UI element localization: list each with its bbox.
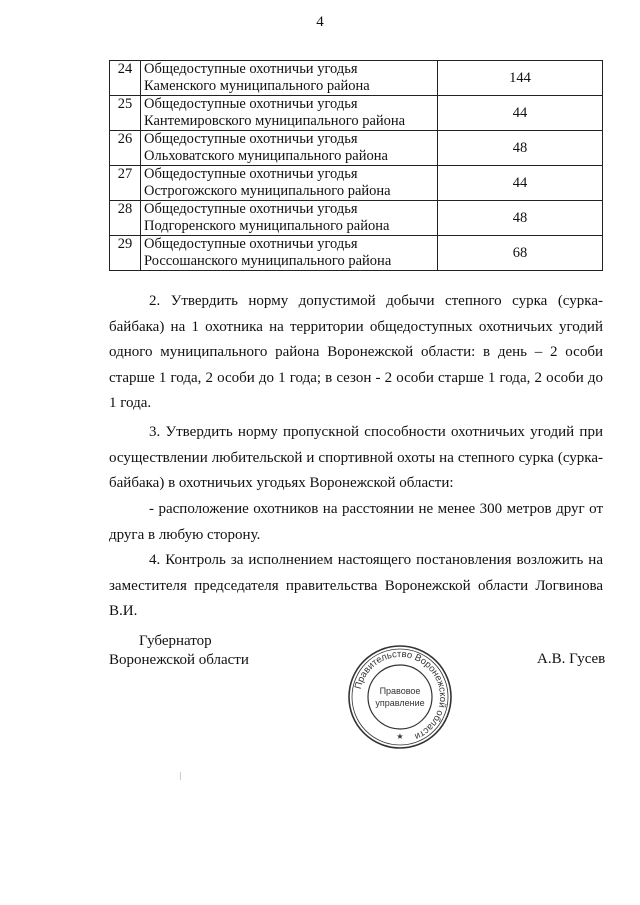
row-value: 44 (438, 166, 603, 201)
seal-inner-ring (368, 665, 432, 729)
row-name (141, 61, 438, 96)
row-name-line1: Общедоступные охотничьи угодья (144, 61, 358, 77)
signatory-title-line1: Губернатор (139, 633, 212, 649)
table-row (110, 166, 603, 201)
row-name-line1: Общедоступные охотничьи угодья (144, 131, 358, 147)
row-number: 25 (110, 96, 141, 131)
row-value: 48 (438, 201, 603, 236)
row-name-line1: Общедоступные охотничьи угодья (144, 96, 358, 112)
row-value: 48 (438, 131, 603, 166)
row-name (141, 201, 438, 236)
row-name-line2: Острогожского муниципального района (144, 183, 391, 199)
official-seal-stamp (345, 642, 455, 752)
seal-inner-line2: управление (375, 698, 425, 708)
row-name-line1: Общедоступные охотничьи угодья (144, 236, 358, 252)
row-number: 28 (110, 201, 141, 236)
row-name-line2: Подгоренского муниципального района (144, 218, 390, 234)
seal-inner-line1: Правовое (379, 686, 421, 696)
signatory-title-line2: Воронежской области (109, 652, 249, 668)
seal-star-icon: ★ (396, 732, 404, 741)
table-row (110, 236, 603, 271)
row-name-line1: Общедоступные охотничьи угодья (144, 166, 358, 182)
table-row (110, 131, 603, 166)
row-name-line1: Общедоступные охотничьи угодья (144, 201, 358, 217)
row-number: 29 (110, 236, 141, 271)
row-number: 26 (110, 131, 141, 166)
page-number: 4 (316, 14, 324, 30)
row-name-line2: Каменского муниципального района (144, 78, 370, 94)
row-number: 24 (110, 61, 141, 96)
seal-outer-textpath: Правительство Воронежской области (352, 648, 449, 742)
paragraph-3: 3. Утвердить норму пропускной способности охотничьих угодий при осуществлении любительской и спортивной охоты на степного сурка (сурка-байбака) в охотничьих угодьях Воронежской области: (109, 424, 603, 491)
row-value: 44 (438, 96, 603, 131)
table-row (110, 61, 603, 96)
signatory-name: А.В. Гусев (537, 651, 606, 667)
row-name (141, 236, 438, 271)
paragraph-2: 2. Утвердить норму допустимой добычи степного сурка (сурка-байбака) на 1 охотника на территории общедоступных охотничьих угодий одного муниципального района Воронежской области: в день – 2 особи старше 1 года, 2 особи до 1 года; в сезон - 2 особи старше 1 года, 2 особи до 1 года. (109, 293, 603, 411)
row-name-line2: Кантемировского муниципального района (144, 113, 406, 129)
row-name-line2: Россошанского муниципального района (144, 253, 392, 269)
signatory-title (109, 632, 249, 670)
row-number: 27 (110, 166, 141, 201)
scan-artifact (180, 772, 181, 780)
hunting-grounds-table (109, 60, 603, 271)
row-value: 144 (438, 61, 603, 96)
paragraph-3-item: - расположение охотников на расстоянии не менее 300 метров друг от друга в любую сторону. (109, 501, 603, 543)
paragraph-4: 4. Контроль за исполнением настоящего постановления возложить на заместителя председателя правительства Воронежской области Логвинова В.И. (109, 552, 603, 619)
row-name (141, 166, 438, 201)
row-name-line2: Ольховатского муниципального района (144, 148, 388, 164)
row-value: 68 (438, 236, 603, 271)
table-row (110, 96, 603, 131)
row-name (141, 131, 438, 166)
row-name (141, 96, 438, 131)
table-row (110, 201, 603, 236)
